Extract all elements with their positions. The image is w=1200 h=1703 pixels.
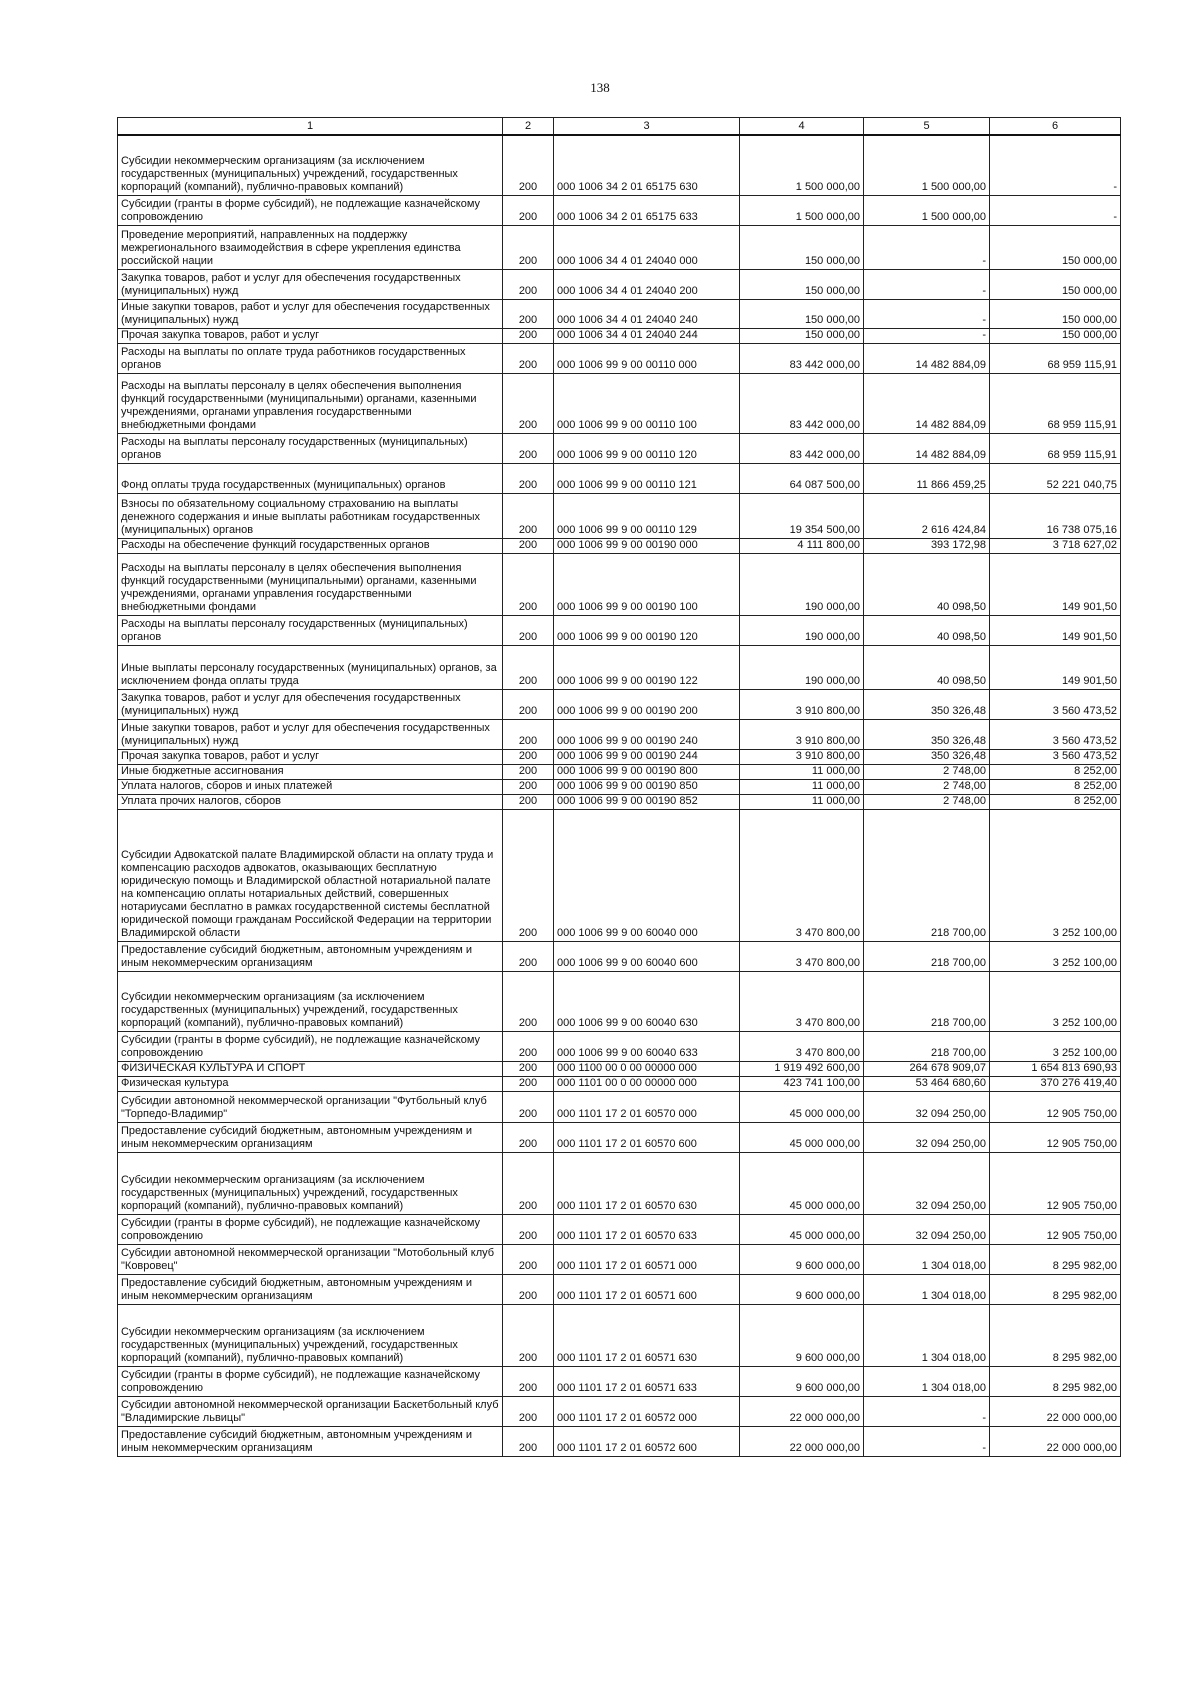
admin-code-cell: 200 (503, 195, 554, 225)
budget-classification-code-cell: 000 1006 99 9 00 60040 633 (554, 1031, 740, 1061)
approved-amount-cell: 3 470 800,00 (740, 809, 864, 941)
executed-amount-cell: 32 094 250,00 (864, 1152, 990, 1214)
budget-classification-code-cell: 000 1006 99 9 00 00190 200 (554, 689, 740, 719)
remaining-amount-cell: 3 560 473,52 (990, 689, 1121, 719)
approved-amount-cell: 83 442 000,00 (740, 343, 864, 373)
approved-amount-cell: 3 910 800,00 (740, 689, 864, 719)
remaining-amount-cell: 8 295 982,00 (990, 1366, 1121, 1396)
table-row (118, 463, 1121, 493)
budget-classification-code-cell: 000 1006 99 9 00 00110 100 (554, 373, 740, 433)
remaining-amount-cell: 8 295 982,00 (990, 1304, 1121, 1366)
expense-name-cell: Субсидии (гранты в форме субсидий), не подлежащие казначейскому сопровождению (118, 1214, 503, 1244)
table-row (118, 1366, 1121, 1396)
expense-name-cell: Предоставление субсидий бюджетным, автономным учреждениям и иным некоммерческим организациям (118, 1426, 503, 1456)
table-row (118, 1426, 1121, 1456)
expense-name-cell: Фонд оплаты труда государственных (муниципальных) органов (118, 463, 503, 493)
budget-classification-code-cell: 000 1101 17 2 01 60570 630 (554, 1152, 740, 1214)
budget-classification-code-cell: 000 1006 99 9 00 00110 129 (554, 493, 740, 538)
table-row (118, 195, 1121, 225)
admin-code-cell: 200 (503, 615, 554, 645)
approved-amount-cell: 150 000,00 (740, 269, 864, 299)
approved-amount-cell: 1 919 492 600,00 (740, 1061, 864, 1076)
table-row (118, 645, 1121, 689)
remaining-amount-cell: 52 221 040,75 (990, 463, 1121, 493)
column-header-5: 5 (864, 118, 990, 136)
admin-code-cell: 200 (503, 1061, 554, 1076)
table-row (118, 779, 1121, 794)
admin-code-cell: 200 (503, 764, 554, 779)
executed-amount-cell: 393 172,98 (864, 538, 990, 553)
admin-code-cell: 200 (503, 269, 554, 299)
approved-amount-cell: 9 600 000,00 (740, 1244, 864, 1274)
admin-code-cell: 200 (503, 689, 554, 719)
approved-amount-cell: 4 111 800,00 (740, 538, 864, 553)
approved-amount-cell: 3 470 800,00 (740, 971, 864, 1031)
admin-code-cell: 200 (503, 1031, 554, 1061)
approved-amount-cell: 11 000,00 (740, 794, 864, 809)
executed-amount-cell: 40 098,50 (864, 553, 990, 615)
expense-name-cell: Расходы на выплаты персоналу государственных (муниципальных) органов (118, 433, 503, 463)
expense-name-cell: Субсидии Адвокатской палате Владимирской области на оплату труда и компенсацию расходов адвокатов, оказывающих бесплатную юридическую помощь и Владимирской областной нотариальной палате на компенсацию оплаты нотариальных действий, совершенных нотариусами бесплатно в рамках государственной системы бесплатной юридической помощи гражданам Российской Федерации на территории Владимирской области (118, 809, 503, 941)
remaining-amount-cell: 12 905 750,00 (990, 1122, 1121, 1152)
approved-amount-cell: 45 000 000,00 (740, 1214, 864, 1244)
table-row (118, 1031, 1121, 1061)
expense-name-cell: Предоставление субсидий бюджетным, автономным учреждениям и иным некоммерческим организациям (118, 941, 503, 971)
approved-amount-cell: 45 000 000,00 (740, 1122, 864, 1152)
expense-name-cell: Иные закупки товаров, работ и услуг для обеспечения государственных (муниципальных) нужд (118, 299, 503, 328)
admin-code-cell: 200 (503, 1214, 554, 1244)
table-row (118, 299, 1121, 328)
remaining-amount-cell: 150 000,00 (990, 328, 1121, 343)
executed-amount-cell: 2 748,00 (864, 764, 990, 779)
executed-amount-cell: 1 304 018,00 (864, 1366, 990, 1396)
admin-code-cell: 200 (503, 553, 554, 615)
executed-amount-cell: 218 700,00 (864, 809, 990, 941)
expense-name-cell: Субсидии автономной некоммерческой организации "Футбольный клуб "Торпедо-Владимир" (118, 1091, 503, 1122)
expense-name-cell: Субсидии некоммерческим организациям (за исключением государственных (муниципальных) учреждений, государственных корпораций (компаний), публично-правовых компаний) (118, 1152, 503, 1214)
budget-classification-code-cell: 000 1101 17 2 01 60571 633 (554, 1366, 740, 1396)
admin-code-cell: 200 (503, 328, 554, 343)
admin-code-cell: 200 (503, 135, 554, 195)
remaining-amount-cell: 3 252 100,00 (990, 809, 1121, 941)
admin-code-cell: 200 (503, 1304, 554, 1366)
expense-name-cell: Субсидии некоммерческим организациям (за исключением государственных (муниципальных) учреждений, государственных корпораций (компаний), публично-правовых компаний) (118, 135, 503, 195)
admin-code-cell: 200 (503, 538, 554, 553)
table-row (118, 1152, 1121, 1214)
budget-classification-code-cell: 000 1100 00 0 00 00000 000 (554, 1061, 740, 1076)
column-header-6: 6 (990, 118, 1121, 136)
admin-code-cell: 200 (503, 433, 554, 463)
expense-name-cell: Субсидии (гранты в форме субсидий), не подлежащие казначейскому сопровождению (118, 1031, 503, 1061)
budget-classification-code-cell: 000 1006 99 9 00 60040 000 (554, 809, 740, 941)
admin-code-cell: 200 (503, 749, 554, 764)
executed-amount-cell: - (864, 269, 990, 299)
approved-amount-cell: 150 000,00 (740, 328, 864, 343)
remaining-amount-cell: 3 718 627,02 (990, 538, 1121, 553)
expense-name-cell: Расходы на выплаты по оплате труда работников государственных органов (118, 343, 503, 373)
expense-name-cell: Прочая закупка товаров, работ и услуг (118, 328, 503, 343)
budget-classification-code-cell: 000 1006 34 2 01 65175 633 (554, 195, 740, 225)
executed-amount-cell: 1 500 000,00 (864, 135, 990, 195)
executed-amount-cell: 14 482 884,09 (864, 373, 990, 433)
executed-amount-cell: 11 866 459,25 (864, 463, 990, 493)
remaining-amount-cell: 16 738 075,16 (990, 493, 1121, 538)
budget-classification-code-cell: 000 1006 34 4 01 24040 244 (554, 328, 740, 343)
table-row (118, 1244, 1121, 1274)
budget-classification-code-cell: 000 1006 99 9 00 00190 850 (554, 779, 740, 794)
remaining-amount-cell: 12 905 750,00 (990, 1091, 1121, 1122)
admin-code-cell: 200 (503, 373, 554, 433)
remaining-amount-cell: 12 905 750,00 (990, 1214, 1121, 1244)
table-row (118, 971, 1121, 1031)
admin-code-cell: 200 (503, 225, 554, 269)
expense-name-cell: ФИЗИЧЕСКАЯ КУЛЬТУРА И СПОРТ (118, 1061, 503, 1076)
approved-amount-cell: 22 000 000,00 (740, 1396, 864, 1426)
remaining-amount-cell: - (990, 195, 1121, 225)
admin-code-cell: 200 (503, 463, 554, 493)
expense-name-cell: Субсидии (гранты в форме субсидий), не подлежащие казначейскому сопровождению (118, 1366, 503, 1396)
table-row (118, 1274, 1121, 1304)
approved-amount-cell: 11 000,00 (740, 764, 864, 779)
remaining-amount-cell: 22 000 000,00 (990, 1396, 1121, 1426)
budget-classification-code-cell: 000 1006 99 9 00 60040 630 (554, 971, 740, 1031)
remaining-amount-cell: 3 252 100,00 (990, 941, 1121, 971)
approved-amount-cell: 9 600 000,00 (740, 1366, 864, 1396)
remaining-amount-cell: 3 252 100,00 (990, 1031, 1121, 1061)
expense-name-cell: Субсидии автономной некоммерческой организации "Мотобольный клуб "Ковровец" (118, 1244, 503, 1274)
expense-name-cell: Физическая культура (118, 1076, 503, 1091)
budget-classification-code-cell: 000 1006 34 4 01 24040 240 (554, 299, 740, 328)
expense-name-cell: Расходы на выплаты персоналу в целях обеспечения выполнения функций государственными (муниципальными) органами, казенными учреждениями, органами управления государственными внебюджетными фондами (118, 373, 503, 433)
table-row (118, 1304, 1121, 1366)
table-row (118, 269, 1121, 299)
table-row (118, 553, 1121, 615)
admin-code-cell: 200 (503, 809, 554, 941)
budget-classification-code-cell: 000 1101 17 2 01 60571 600 (554, 1274, 740, 1304)
admin-code-cell: 200 (503, 1244, 554, 1274)
remaining-amount-cell: - (990, 135, 1121, 195)
budget-classification-code-cell: 000 1006 99 9 00 60040 600 (554, 941, 740, 971)
expense-name-cell: Прочая закупка товаров, работ и услуг (118, 749, 503, 764)
expense-name-cell: Субсидии автономной некоммерческой организации Баскетбольный клуб "Владимирские львицы" (118, 1396, 503, 1426)
approved-amount-cell: 45 000 000,00 (740, 1091, 864, 1122)
budget-classification-code-cell: 000 1006 99 9 00 00110 000 (554, 343, 740, 373)
executed-amount-cell: 2 748,00 (864, 794, 990, 809)
table-row (118, 433, 1121, 463)
executed-amount-cell: 264 678 909,07 (864, 1061, 990, 1076)
executed-amount-cell: 2 616 424,84 (864, 493, 990, 538)
executed-amount-cell: - (864, 1396, 990, 1426)
executed-amount-cell: 1 500 000,00 (864, 195, 990, 225)
remaining-amount-cell: 149 901,50 (990, 553, 1121, 615)
table-row (118, 328, 1121, 343)
table-body (118, 135, 1121, 1456)
approved-amount-cell: 3 470 800,00 (740, 1031, 864, 1061)
approved-amount-cell: 11 000,00 (740, 779, 864, 794)
executed-amount-cell: 2 748,00 (864, 779, 990, 794)
column-number-header (118, 118, 1121, 136)
budget-classification-code-cell: 000 1101 17 2 01 60570 633 (554, 1214, 740, 1244)
page-number: 138 (590, 80, 610, 95)
executed-amount-cell: 350 326,48 (864, 719, 990, 749)
budget-classification-code-cell: 000 1006 34 4 01 24040 200 (554, 269, 740, 299)
approved-amount-cell: 3 470 800,00 (740, 941, 864, 971)
executed-amount-cell: 1 304 018,00 (864, 1244, 990, 1274)
approved-amount-cell: 190 000,00 (740, 553, 864, 615)
approved-amount-cell: 22 000 000,00 (740, 1426, 864, 1456)
table-row (118, 1396, 1121, 1426)
budget-classification-code-cell: 000 1101 17 2 01 60571 630 (554, 1304, 740, 1366)
remaining-amount-cell: 3 560 473,52 (990, 719, 1121, 749)
budget-classification-code-cell: 000 1006 34 4 01 24040 000 (554, 225, 740, 269)
budget-classification-code-cell: 000 1006 99 9 00 00190 240 (554, 719, 740, 749)
executed-amount-cell: 218 700,00 (864, 971, 990, 1031)
column-header-2: 2 (503, 118, 554, 136)
admin-code-cell: 200 (503, 645, 554, 689)
executed-amount-cell: 14 482 884,09 (864, 343, 990, 373)
approved-amount-cell: 3 910 800,00 (740, 749, 864, 764)
approved-amount-cell: 45 000 000,00 (740, 1152, 864, 1214)
remaining-amount-cell: 8 252,00 (990, 764, 1121, 779)
executed-amount-cell: - (864, 1426, 990, 1456)
approved-amount-cell: 3 910 800,00 (740, 719, 864, 749)
approved-amount-cell: 9 600 000,00 (740, 1304, 864, 1366)
remaining-amount-cell: 8 295 982,00 (990, 1244, 1121, 1274)
admin-code-cell: 200 (503, 1396, 554, 1426)
executed-amount-cell: 32 094 250,00 (864, 1214, 990, 1244)
table-row (118, 764, 1121, 779)
expense-name-cell: Субсидии некоммерческим организациям (за исключением государственных (муниципальных) учреждений, государственных корпораций (компаний), публично-правовых компаний) (118, 971, 503, 1031)
admin-code-cell: 200 (503, 1366, 554, 1396)
executed-amount-cell: 32 094 250,00 (864, 1091, 990, 1122)
table-row (118, 719, 1121, 749)
expense-name-cell: Расходы на выплаты персоналу государственных (муниципальных) органов (118, 615, 503, 645)
table-row (118, 538, 1121, 553)
expense-name-cell: Субсидии (гранты в форме субсидий), не подлежащие казначейскому сопровождению (118, 195, 503, 225)
admin-code-cell: 200 (503, 1426, 554, 1456)
column-header-3: 3 (554, 118, 740, 136)
executed-amount-cell: 32 094 250,00 (864, 1122, 990, 1152)
approved-amount-cell: 423 741 100,00 (740, 1076, 864, 1091)
expense-name-cell: Проведение мероприятий, направленных на поддержку межрегионального взаимодействия в сфере укрепления единства российской нации (118, 225, 503, 269)
column-header-1: 1 (118, 118, 503, 136)
approved-amount-cell: 1 500 000,00 (740, 195, 864, 225)
admin-code-cell: 200 (503, 1122, 554, 1152)
budget-classification-code-cell: 000 1101 17 2 01 60571 000 (554, 1244, 740, 1274)
remaining-amount-cell: 370 276 419,40 (990, 1076, 1121, 1091)
budget-classification-code-cell: 000 1101 17 2 01 60570 600 (554, 1122, 740, 1152)
budget-execution-table (117, 117, 1121, 1457)
approved-amount-cell: 190 000,00 (740, 645, 864, 689)
executed-amount-cell: 350 326,48 (864, 689, 990, 719)
table-row (118, 135, 1121, 195)
approved-amount-cell: 1 500 000,00 (740, 135, 864, 195)
admin-code-cell: 200 (503, 343, 554, 373)
executed-amount-cell: 40 098,50 (864, 645, 990, 689)
remaining-amount-cell: 3 560 473,52 (990, 749, 1121, 764)
expense-name-cell: Взносы по обязательному социальному страхованию на выплаты денежного содержания и иные выплаты работникам государственных (муниципальных) органов (118, 493, 503, 538)
expense-name-cell: Закупка товаров, работ и услуг для обеспечения государственных (муниципальных) нужд (118, 689, 503, 719)
remaining-amount-cell: 8 295 982,00 (990, 1274, 1121, 1304)
admin-code-cell: 200 (503, 299, 554, 328)
table-row (118, 493, 1121, 538)
executed-amount-cell: 350 326,48 (864, 749, 990, 764)
approved-amount-cell: 19 354 500,00 (740, 493, 864, 538)
executed-amount-cell: - (864, 225, 990, 269)
remaining-amount-cell: 68 959 115,91 (990, 373, 1121, 433)
budget-classification-code-cell: 000 1006 99 9 00 00190 000 (554, 538, 740, 553)
expense-name-cell: Расходы на обеспечение функций государственных органов (118, 538, 503, 553)
budget-classification-code-cell: 000 1101 00 0 00 00000 000 (554, 1076, 740, 1091)
expense-name-cell: Иные бюджетные ассигнования (118, 764, 503, 779)
admin-code-cell: 200 (503, 794, 554, 809)
remaining-amount-cell: 8 252,00 (990, 794, 1121, 809)
expense-name-cell: Иные закупки товаров, работ и услуг для обеспечения государственных (муниципальных) нужд (118, 719, 503, 749)
admin-code-cell: 200 (503, 779, 554, 794)
table-row (118, 941, 1121, 971)
executed-amount-cell: 1 304 018,00 (864, 1304, 990, 1366)
admin-code-cell: 200 (503, 971, 554, 1031)
executed-amount-cell: 218 700,00 (864, 941, 990, 971)
approved-amount-cell: 150 000,00 (740, 299, 864, 328)
remaining-amount-cell: 68 959 115,91 (990, 433, 1121, 463)
budget-classification-code-cell: 000 1006 99 9 00 00110 121 (554, 463, 740, 493)
table-row (118, 794, 1121, 809)
remaining-amount-cell: 8 252,00 (990, 779, 1121, 794)
executed-amount-cell: 218 700,00 (864, 1031, 990, 1061)
budget-classification-code-cell: 000 1006 99 9 00 00190 122 (554, 645, 740, 689)
table-row (118, 1214, 1121, 1244)
table-row (118, 343, 1121, 373)
approved-amount-cell: 83 442 000,00 (740, 373, 864, 433)
budget-classification-code-cell: 000 1101 17 2 01 60572 000 (554, 1396, 740, 1426)
budget-classification-code-cell: 000 1101 17 2 01 60572 600 (554, 1426, 740, 1456)
admin-code-cell: 200 (503, 493, 554, 538)
executed-amount-cell: 14 482 884,09 (864, 433, 990, 463)
table-row (118, 809, 1121, 941)
expense-name-cell: Уплата налогов, сборов и иных платежей (118, 779, 503, 794)
remaining-amount-cell: 150 000,00 (990, 225, 1121, 269)
executed-amount-cell: 53 464 680,60 (864, 1076, 990, 1091)
remaining-amount-cell: 150 000,00 (990, 269, 1121, 299)
table-row (118, 1122, 1121, 1152)
budget-classification-code-cell: 000 1006 99 9 00 00190 120 (554, 615, 740, 645)
expense-name-cell: Уплата прочих налогов, сборов (118, 794, 503, 809)
table-row (118, 1091, 1121, 1122)
expense-name-cell: Предоставление субсидий бюджетным, автономным учреждениям и иным некоммерческим организациям (118, 1274, 503, 1304)
table-row (118, 225, 1121, 269)
executed-amount-cell: 40 098,50 (864, 615, 990, 645)
table-row (118, 1061, 1121, 1076)
admin-code-cell: 200 (503, 1274, 554, 1304)
admin-code-cell: 200 (503, 1091, 554, 1122)
remaining-amount-cell: 12 905 750,00 (990, 1152, 1121, 1214)
expense-name-cell: Расходы на выплаты персоналу в целях обеспечения выполнения функций государственными (муниципальными) органами, казенными учреждениями, органами управления государственными внебюджетными фондами (118, 553, 503, 615)
expense-name-cell: Закупка товаров, работ и услуг для обеспечения государственных (муниципальных) нужд (118, 269, 503, 299)
remaining-amount-cell: 3 252 100,00 (990, 971, 1121, 1031)
remaining-amount-cell: 149 901,50 (990, 645, 1121, 689)
executed-amount-cell: - (864, 328, 990, 343)
admin-code-cell: 200 (503, 1152, 554, 1214)
expense-name-cell: Субсидии некоммерческим организациям (за исключением государственных (муниципальных) учреждений, государственных корпораций (компаний), публично-правовых компаний) (118, 1304, 503, 1366)
budget-classification-code-cell: 000 1006 34 2 01 65175 630 (554, 135, 740, 195)
budget-classification-code-cell: 000 1006 99 9 00 00190 800 (554, 764, 740, 779)
expense-name-cell: Иные выплаты персоналу государственных (муниципальных) органов, за исключением фонда оплаты труда (118, 645, 503, 689)
column-header-4: 4 (740, 118, 864, 136)
table-row (118, 615, 1121, 645)
admin-code-cell: 200 (503, 1076, 554, 1091)
budget-classification-code-cell: 000 1101 17 2 01 60570 000 (554, 1091, 740, 1122)
remaining-amount-cell: 149 901,50 (990, 615, 1121, 645)
budget-classification-code-cell: 000 1006 99 9 00 00190 100 (554, 553, 740, 615)
remaining-amount-cell: 1 654 813 690,93 (990, 1061, 1121, 1076)
executed-amount-cell: - (864, 299, 990, 328)
expense-name-cell: Предоставление субсидий бюджетным, автономным учреждениям и иным некоммерческим организациям (118, 1122, 503, 1152)
table-row (118, 689, 1121, 719)
admin-code-cell: 200 (503, 719, 554, 749)
approved-amount-cell: 150 000,00 (740, 225, 864, 269)
admin-code-cell: 200 (503, 941, 554, 971)
executed-amount-cell: 1 304 018,00 (864, 1274, 990, 1304)
budget-classification-code-cell: 000 1006 99 9 00 00190 244 (554, 749, 740, 764)
remaining-amount-cell: 22 000 000,00 (990, 1426, 1121, 1456)
approved-amount-cell: 64 087 500,00 (740, 463, 864, 493)
budget-classification-code-cell: 000 1006 99 9 00 00190 852 (554, 794, 740, 809)
approved-amount-cell: 190 000,00 (740, 615, 864, 645)
budget-classification-code-cell: 000 1006 99 9 00 00110 120 (554, 433, 740, 463)
table-row (118, 749, 1121, 764)
remaining-amount-cell: 68 959 115,91 (990, 343, 1121, 373)
approved-amount-cell: 83 442 000,00 (740, 433, 864, 463)
approved-amount-cell: 9 600 000,00 (740, 1274, 864, 1304)
table-row (118, 373, 1121, 433)
remaining-amount-cell: 150 000,00 (990, 299, 1121, 328)
table-row (118, 1076, 1121, 1091)
